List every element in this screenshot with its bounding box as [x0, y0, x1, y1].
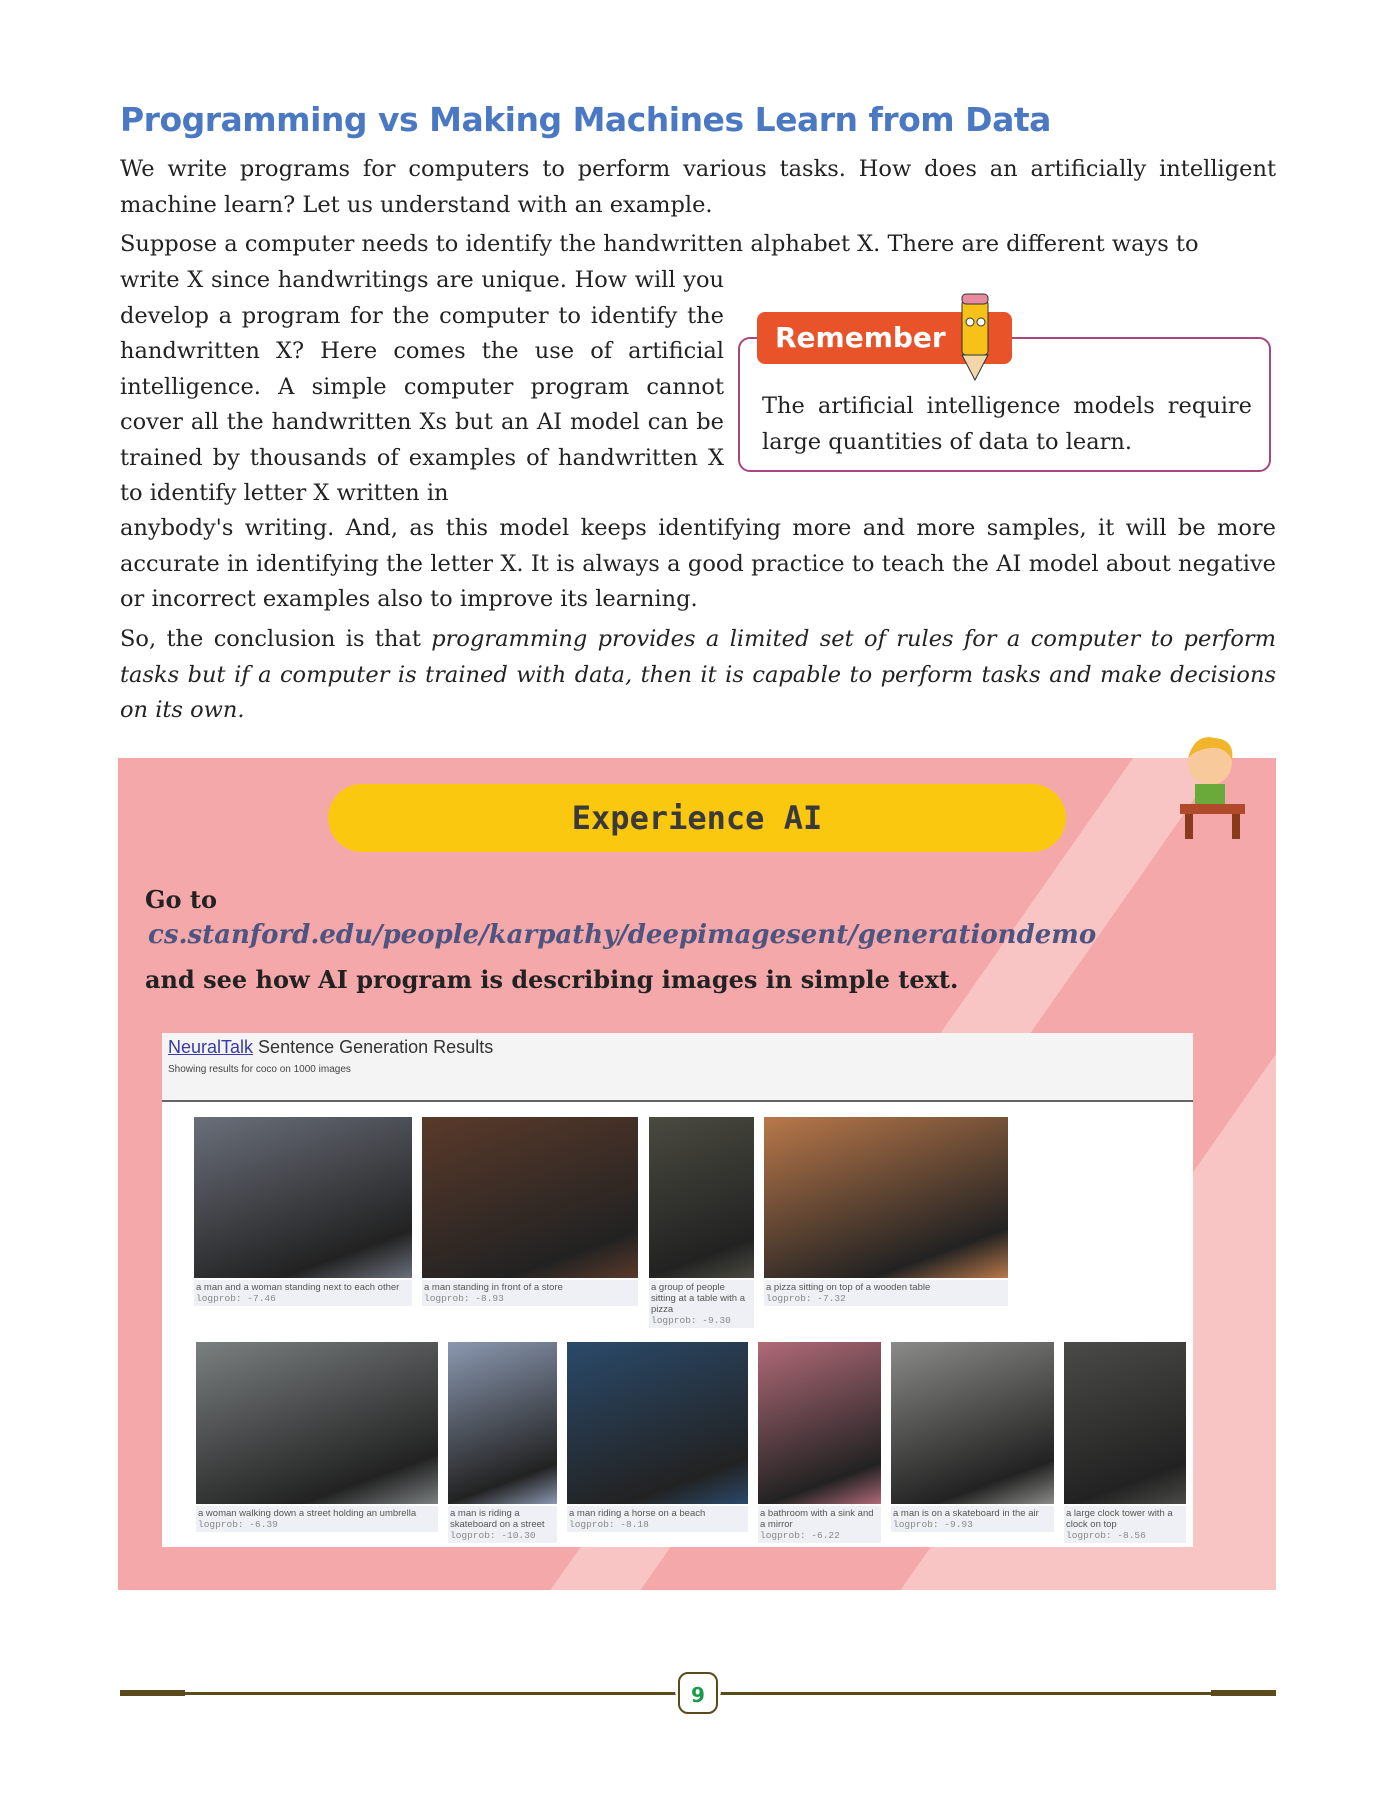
logprob: logprob: -8.18 — [569, 1519, 649, 1530]
caption-text: a man is on a skateboard in the air — [893, 1508, 1039, 1519]
screenshot-heading: Sentence Generation Results — [253, 1037, 494, 1057]
caption-text: a man and a woman standing next to each other — [196, 1282, 400, 1293]
result-image — [758, 1342, 881, 1504]
caption-text: a group of people sitting at a table with a pizza — [651, 1282, 745, 1315]
result-image — [567, 1342, 748, 1504]
result-image — [196, 1342, 438, 1504]
logprob: logprob: -8.93 — [424, 1293, 504, 1304]
result-caption — [194, 1280, 412, 1306]
logprob: logprob: -9.93 — [893, 1519, 973, 1530]
paragraph-example-end: anybody's writing. And, as this model keeps identifying more and more samples, it will be more accurate in identifying the letter X. It is always a good practice to teach the AI model about negative or incorrect examples also to improve its learning. — [120, 515, 1276, 612]
result-caption — [764, 1280, 1008, 1306]
paragraph-intro: We write programs for computers to perform various tasks. How does an artificially intelligent machine learn? Let us understand with an example. — [120, 156, 1276, 218]
result-caption — [1064, 1506, 1186, 1543]
result-caption — [196, 1506, 438, 1532]
paragraph-example-wrap: write X since handwritings are unique. How will you develop a program for the computer to identify the handwritten X? Here comes the use of artificial intelligence. A simple computer program cannot cover all the handwritten Xs but an AI model can be trained by thousands of examples of handwritten X to identify letter X written in — [120, 267, 724, 506]
screenshot-subtitle: Showing results for coco on 1000 images — [168, 1064, 351, 1075]
instruction-text: and see how AI program is describing images in simple text. — [145, 965, 959, 994]
result-caption — [567, 1506, 748, 1532]
caption-text: a pizza sitting on top of a wooden table — [766, 1282, 931, 1293]
page-number: 9 — [678, 1672, 718, 1714]
goto-label: Go to — [145, 885, 217, 914]
caption-text: a large clock tower with a clock on top — [1066, 1508, 1173, 1530]
caption-text: a man standing in front of a store — [424, 1282, 563, 1293]
logprob: logprob: -7.32 — [766, 1293, 846, 1304]
remember-text: The artificial intelligence models require large quantities of data to learn. — [762, 393, 1252, 455]
footer-rule-accent — [120, 1690, 185, 1696]
caption-text: a woman walking down a street holding an umbrella — [198, 1508, 417, 1519]
logprob: logprob: -10.30 — [450, 1530, 536, 1541]
logprob: logprob: -6.22 — [760, 1530, 840, 1541]
screenshot-header — [162, 1033, 1193, 1102]
conclusion-plain: So, the conclusion is that — [120, 626, 432, 652]
result-caption — [758, 1506, 881, 1543]
result-image — [764, 1117, 1008, 1278]
result-caption — [422, 1280, 638, 1306]
logprob: logprob: -8.56 — [1066, 1530, 1146, 1541]
demo-link[interactable]: cs.stanford.edu/people/karpathy/deepimagesent/generationdemo — [148, 920, 1097, 950]
footer-rule-accent — [1211, 1690, 1276, 1696]
caption-text: a bathroom with a sink and a mirror — [760, 1508, 874, 1530]
logprob: logprob: -9.30 — [651, 1315, 731, 1326]
conclusion-italic: programming provides a limited set of rules for a computer to perform tasks but if a computer is trained with data, then it is capable to perform tasks and make decisions on its own. — [120, 626, 1276, 723]
result-caption — [649, 1280, 754, 1328]
result-image — [1064, 1342, 1186, 1504]
result-image — [649, 1117, 754, 1278]
logprob: logprob: -7.46 — [196, 1293, 276, 1304]
result-image — [422, 1117, 638, 1278]
logprob: logprob: -6.39 — [198, 1519, 278, 1530]
paragraph-example-start: Suppose a computer needs to identify the handwritten alphabet X. There are different ways to — [120, 231, 1199, 257]
neuraltalk-screenshot — [162, 1033, 1193, 1547]
result-caption — [448, 1506, 557, 1543]
experience-ai-title: Experience AI — [328, 784, 1066, 852]
caption-text: a man riding a horse on a beach — [569, 1508, 706, 1519]
result-image — [891, 1342, 1054, 1504]
result-caption — [891, 1506, 1054, 1532]
boy-at-computer-icon — [1175, 728, 1250, 843]
result-image — [194, 1117, 412, 1278]
caption-text: a man is riding a skateboard on a street — [450, 1508, 545, 1530]
section-title: Programming vs Making Machines Learn from Data — [120, 100, 1051, 139]
pencil-mascot-icon — [950, 292, 1000, 382]
neuraltalk-link[interactable]: NeuralTalk — [168, 1037, 254, 1057]
remember-label: Remember — [757, 312, 1012, 364]
paragraph-conclusion — [120, 622, 1276, 729]
result-image — [448, 1342, 557, 1504]
